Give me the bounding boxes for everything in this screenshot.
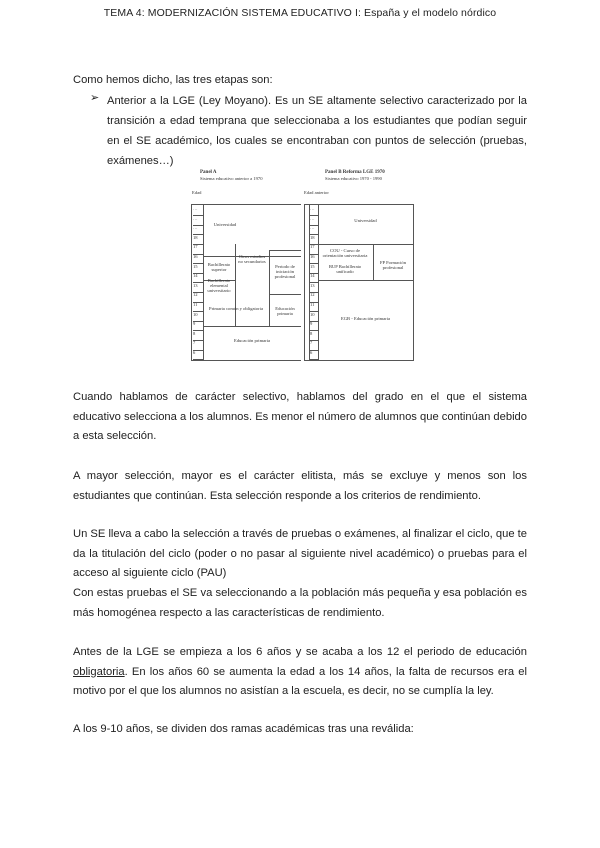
age-tick: … [193, 225, 198, 231]
page-header: TEMA 4: MODERNIZACIÓN SISTEMA EDUCATIVO I: España y el modelo nórdico [103, 7, 497, 19]
paragraph-branches: A los 9-10 años, se dividen dos ramas académicas tras una reválida: [73, 723, 414, 735]
age-tick: 18 [193, 234, 198, 240]
age-tick: … [193, 206, 198, 211]
age-tick: 7 [310, 340, 313, 346]
age-tick: 13 [193, 282, 198, 288]
age-tick: 7 [193, 340, 196, 346]
age-tick: 17 [193, 244, 198, 250]
intro-paragraph: Como hemos dicho, las tres etapas son: [73, 74, 273, 86]
age-tick: 6 [193, 350, 196, 355]
age-tick: 14 [193, 273, 198, 279]
age-tick: 8 [310, 330, 313, 336]
panel-a-title: Panel A [200, 170, 217, 175]
age-tick: 11 [310, 302, 315, 307]
bullet-paragraph: Anterior a la LGE (Ley Moyano). Es un SE altamente selectivo caracterizado por la transición a edad temprana que seleccionaba a los estudiantes que podían seguir en el SE académico, los cuales se encontraban con puntos de selección (pruebas, exámenes…) [107, 95, 527, 167]
panel-a-subtitle: Sistema educativo anterior a 1970 [200, 176, 263, 181]
age-tick: … [310, 215, 315, 221]
age-tick: 14 [310, 273, 315, 279]
panel-b-subtitle: Sistema educativo 1970 - 1990 [325, 176, 382, 181]
education-system-diagram [185, 168, 417, 364]
age-tick: 17 [310, 244, 315, 250]
paragraph-population: Con estas pruebas el SE va seleccionando a la población más pequeña y esa población es más homogénea respecto a las características de rendimiento. [73, 587, 527, 619]
paragraph-exams: Un SE lleva a cabo la selección a través de pruebas o exámenes, al finalizar el ciclo, que te da la titulación del ciclo (poder o no pasar al siguiente nivel académico) o pruebas para el acceso al siguiente ciclo (PAU) [73, 528, 527, 579]
age-tick: 10 [193, 311, 198, 317]
age-tick: … [193, 215, 198, 221]
age-tick: 16 [193, 254, 198, 259]
age-tick: 12 [193, 292, 198, 298]
panel-a-educacion-primaria: Educación primaria [233, 338, 271, 343]
panel-b-egb: EGB - Educación primaria [340, 316, 391, 321]
age-tick: 18 [310, 234, 315, 240]
age-tick: 9 [193, 321, 196, 327]
age-tick: 9 [310, 321, 313, 327]
paragraph-selection: A mayor selección, mayor es el carácter elitista, más se excluye y menos son los estudiantes que continúan. Esta selección responde a los criterios de rendimiento. [73, 470, 527, 502]
age-tick: 11 [193, 302, 198, 307]
panel-b-universidad: Universidad [354, 218, 377, 223]
panel-b-cou: COU - Curso de orientación universitaria [322, 248, 368, 259]
panel-b-title: Panel B Reforma LGE 1970 [325, 170, 385, 175]
age-tick: 8 [193, 330, 196, 336]
panel-a-bach-elemental: Bachillerato elemental universitario [207, 278, 231, 294]
age-tick: 10 [310, 311, 315, 317]
bullet-arrow-icon: ➢ [90, 92, 100, 104]
paragraph-lge: Antes de la LGE se empieza a los 6 años y se acaba a los 12 el periodo de educación obligatoria. En los años 60 se aumenta la edad a los 14 años, la falta de recursos era el motivo por el que los alumnos no asistían a la escuela, es decir, no se cumplía la ley. [73, 646, 527, 697]
panel-a-age-label: Edad [192, 190, 202, 195]
age-tick: 15 [193, 263, 198, 269]
age-tick: 13 [310, 282, 315, 288]
age-tick: 12 [310, 292, 315, 298]
panel-b-age-label: Edad anterior [304, 190, 329, 195]
panel-a-primaria-basica: Educación primaria [275, 306, 295, 317]
panel-a-universidad: Universidad [213, 222, 237, 227]
panel-a-otros: Otros estudios no secundarios [238, 254, 266, 265]
panel-b-fp: FP Formación profesional [380, 260, 406, 271]
paragraph-selective: Cuando hablamos de carácter selectivo, hablamos del grado en el que el sistema educativo selecciona a los alumnos. Es menor el número de alumnos que continúan debido a esta selección. [73, 391, 527, 442]
panel-a-periodo: Periodo de iniciación profesional [274, 264, 296, 280]
panel-a-primaria-comun: Primaria común y obligatoria [209, 306, 263, 311]
age-tick: 16 [310, 254, 315, 259]
age-tick: 6 [310, 350, 313, 355]
age-tick: … [310, 225, 315, 231]
age-tick: … [310, 206, 315, 211]
age-tick: 15 [310, 263, 315, 269]
panel-a-bach-superior: Bachillerato superior [207, 262, 231, 273]
underlined-word: obligatoria [73, 665, 125, 678]
panel-b-bup: BUP Bachillerato unificado [328, 264, 362, 275]
